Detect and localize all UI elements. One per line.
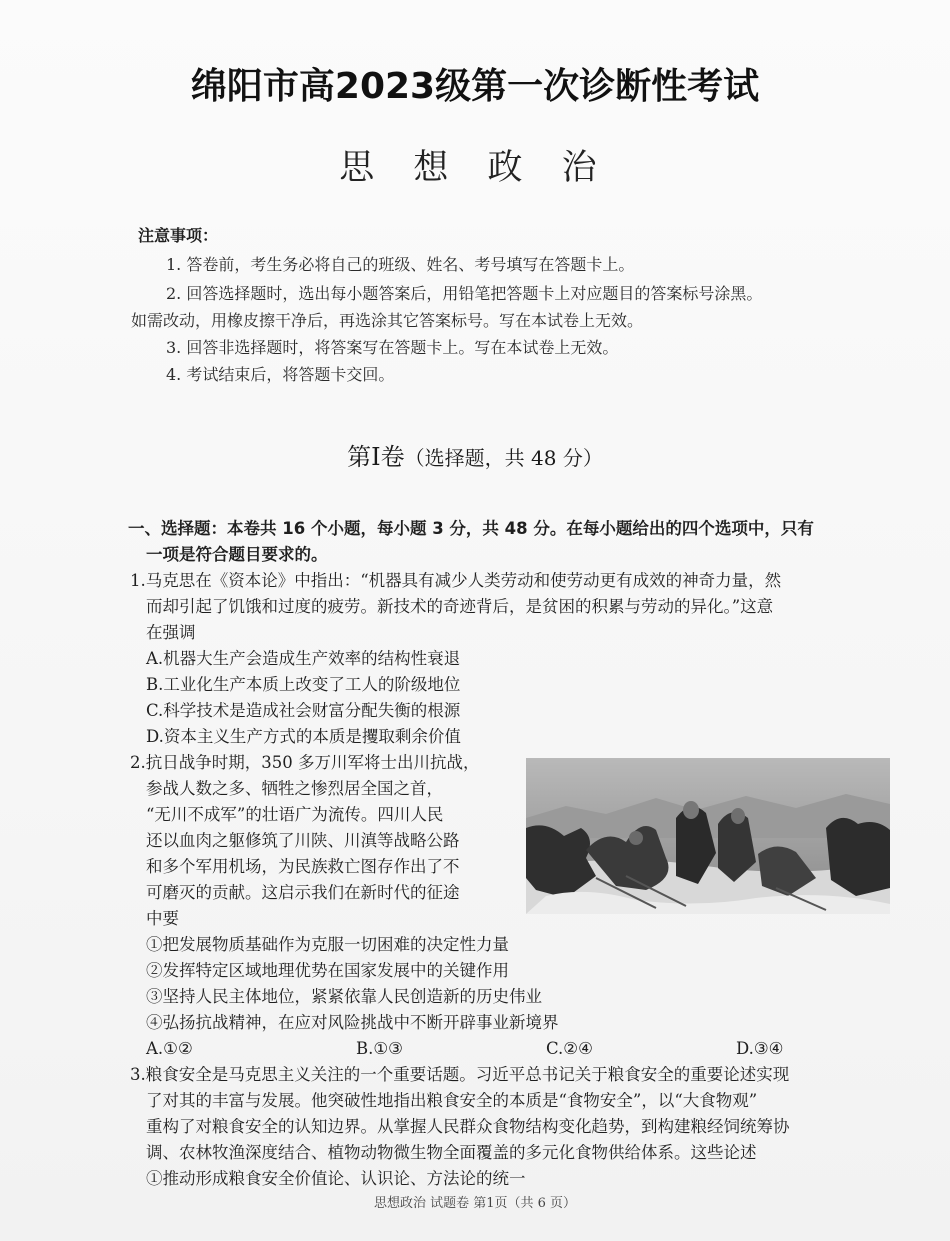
q1-stem-line: 而却引起了饥饿和过度的疲劳。新技术的奇迹背后，是贫困的积累与劳动的异化。”这意 xyxy=(146,597,774,616)
q2-stem-line: “无川不成军”的壮语广为流传。四川人民 xyxy=(146,805,444,824)
q2-statement: ④弘扬抗战精神，在应对风险挑战中不断开辟事业新境界 xyxy=(146,1013,559,1032)
q2-option: D.③④ xyxy=(736,1039,784,1058)
notice-line: 4. 考试结束后，将答题卡交回。 xyxy=(166,365,395,384)
section-title xyxy=(0,437,950,472)
q1-option: D.资本主义生产方式的本质是攫取剩余价值 xyxy=(146,727,461,746)
q2-option: A.①② xyxy=(146,1039,193,1058)
q1-option: B.工业化生产本质上改变了工人的阶级地位 xyxy=(146,675,461,694)
part-intro-line: 一、选择题：本卷共 16 个小题，每小题 3 分，共 48 分。在每小题给出的四个选项中，只有 xyxy=(128,519,814,538)
q2-statement: ③坚持人民主体地位，紧紧依靠人民创造新的历史伟业 xyxy=(146,987,542,1006)
q2-stem-line: 还以血肉之躯修筑了川陕、川滇等战略公路 xyxy=(146,831,460,850)
illustration-highlight xyxy=(683,801,699,819)
q2-option: C.②④ xyxy=(546,1039,593,1058)
page-footer: 思想政治 试题卷 第1页（共 6 页） xyxy=(373,1196,577,1211)
q2-stem-line: 中要 xyxy=(146,909,179,928)
q2-option: B.①③ xyxy=(356,1039,403,1058)
q3-stem-line: 重构了对粮食安全的认知边界。从掌握人民群众食物结构变化趋势，到构建粮经饲统筹协 xyxy=(146,1117,790,1136)
part-intro-line: 一项是符合题目要求的。 xyxy=(146,545,328,564)
notice-heading: 注意事项： xyxy=(138,226,219,245)
q2-statement: ②发挥特定区域地理优势在国家发展中的关键作用 xyxy=(146,961,509,980)
q2-stem-line: 参战人数之多、牺牲之惨烈居全国之首， xyxy=(146,779,443,798)
notice-line: 2. 回答选择题时，选出每小题答案后，用铅笔把答题卡上对应题目的答案标号涂黑。 xyxy=(166,284,763,303)
q1-stem-line: 1.马克思在《资本论》中指出：“机器具有减少人类劳动和使劳动更有成效的神奇力量，然 xyxy=(130,571,782,590)
q2-statement: ①把发展物质基础作为克服一切困难的决定性力量 xyxy=(146,935,509,954)
notice-line: 1. 答卷前，考生务必将自己的班级、姓名、考号填写在答题卡上。 xyxy=(166,255,635,274)
q1-option: C.科学技术是造成社会财富分配失衡的根源 xyxy=(146,701,461,720)
q3-stem-line: 3.粮食安全是马克思主义关注的一个重要话题。习近平总书记关于粮食安全的重要论述实现 xyxy=(130,1065,790,1084)
q3-statement: ①推动形成粮食安全价值论、认识论、方法论的统一 xyxy=(146,1169,526,1188)
subject-title: 思 想 政 治 xyxy=(339,148,611,188)
q2-stem-line: 和多个军用机场，为民族救亡图存作出了不 xyxy=(146,857,460,876)
illustration-highlight xyxy=(731,808,745,824)
q3-stem-line: 了对其的丰富与发展。他突破性地指出粮食安全的本质是“食物安全”，以“大食物观” xyxy=(146,1091,758,1110)
notice-line: 如需改动，用橡皮擦干净后，再选涂其它答案标号。写在本试卷上无效。 xyxy=(131,311,644,330)
section-title-main: 第I卷 xyxy=(347,443,405,471)
q2-stem-line: 可磨灭的贡献。这启示我们在新时代的征途 xyxy=(146,883,460,902)
q2-stem-line: 2.抗日战争时期，350 多万川军将士出川抗战， xyxy=(130,753,480,772)
illustration-highlight xyxy=(629,831,643,845)
notice-line: 3. 回答非选择题时，将答案写在答题卡上。写在本试卷上无效。 xyxy=(166,338,619,357)
exam-title: 绵阳市高2023级第一次诊断性考试 xyxy=(190,66,760,107)
q3-stem-line: 调、农林牧渔深度结合、植物动物微生物全面覆盖的多元化食物供给体系。这些论述 xyxy=(146,1143,757,1162)
q2-illustration xyxy=(526,758,890,914)
section-title-sub: （选择题，共 48 分） xyxy=(404,446,603,470)
q1-stem-line: 在强调 xyxy=(146,623,196,642)
q1-option: A.机器大生产会造成生产效率的结构性衰退 xyxy=(146,649,461,668)
